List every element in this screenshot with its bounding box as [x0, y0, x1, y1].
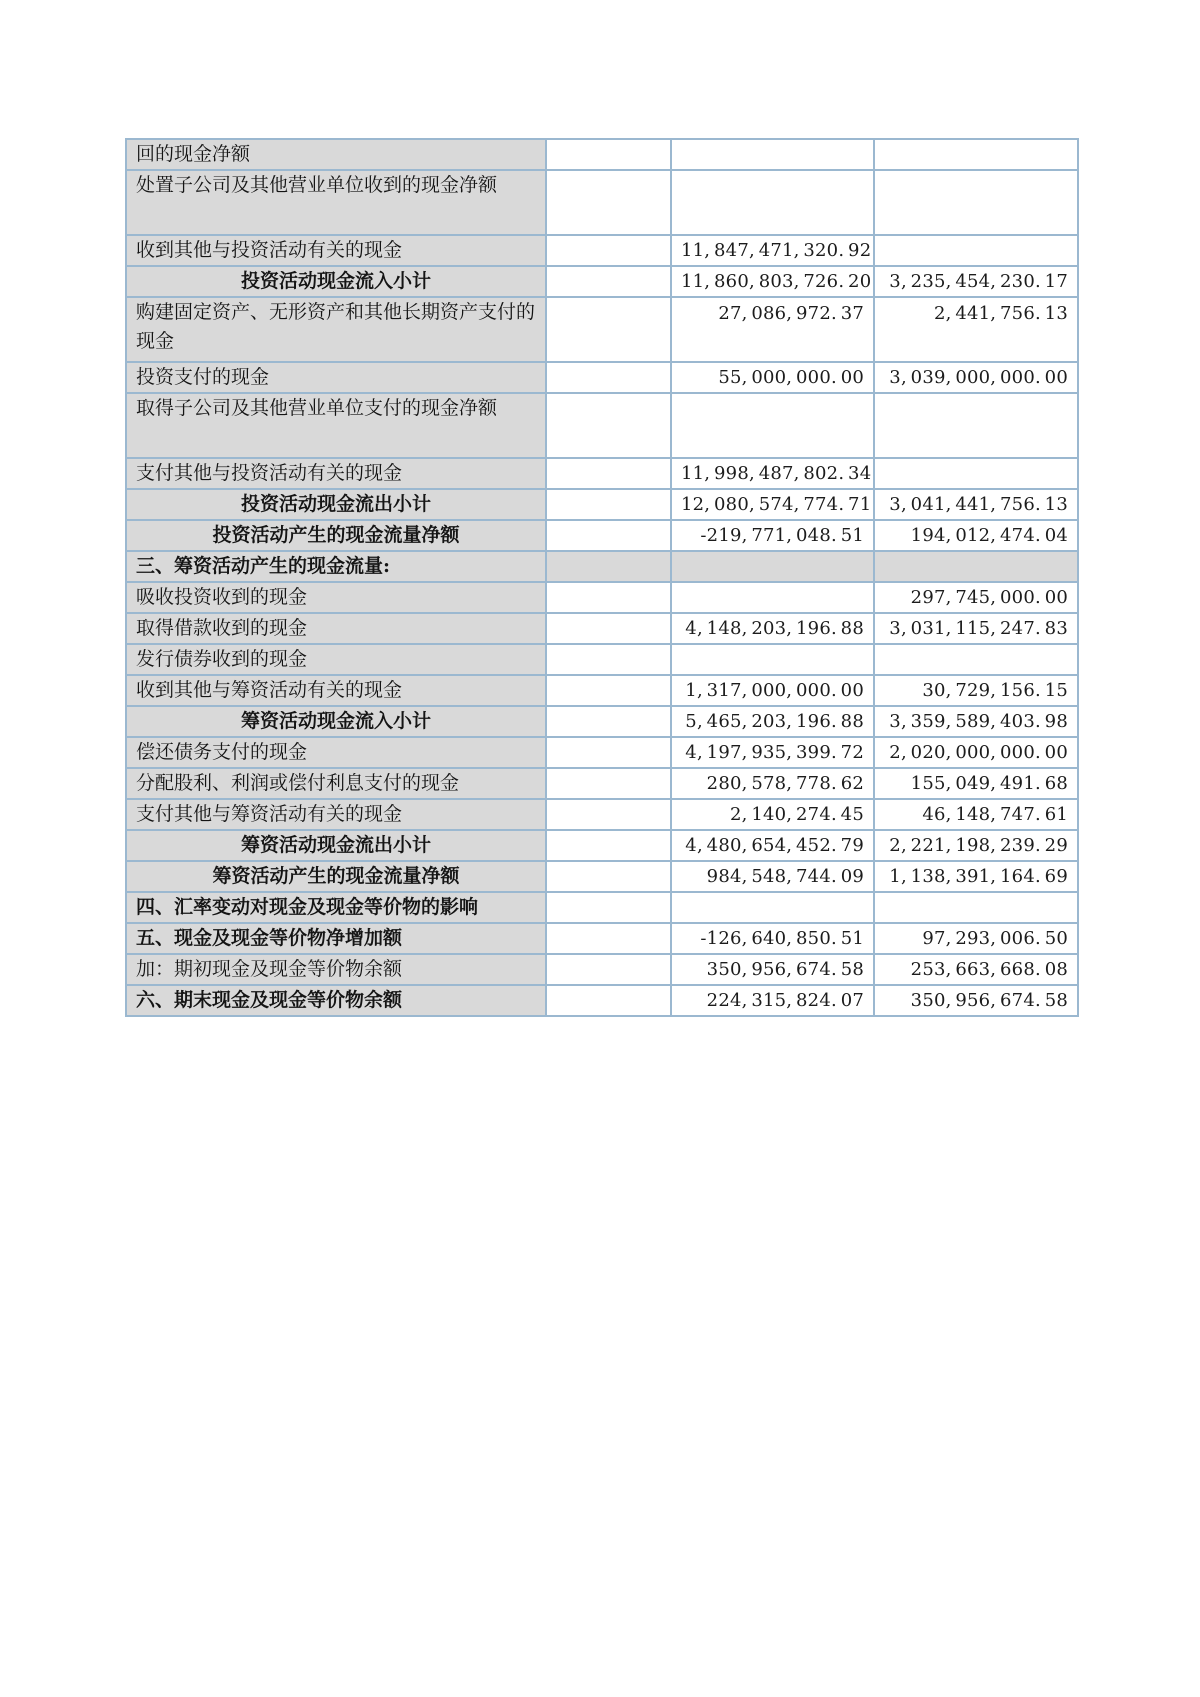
- table-row: [126, 613, 1078, 644]
- table-row: [126, 297, 1078, 362]
- item-cell: 偿还债务支付的现金: [126, 737, 546, 768]
- current-period-cell: 55, 000, 000. 00: [671, 362, 874, 393]
- item-cell: 加：期初现金及现金等价物余额: [126, 954, 546, 985]
- table-row: [126, 235, 1078, 266]
- table-row: [126, 489, 1078, 520]
- prior-period-cell: [874, 235, 1078, 266]
- prior-period-cell: 3, 235, 454, 230. 17: [874, 266, 1078, 297]
- item-cell: 三、筹资活动产生的现金流量:: [126, 551, 546, 582]
- current-period-cell: 11, 847, 471, 320. 92: [671, 235, 874, 266]
- notes-cell: [546, 706, 671, 737]
- current-period-cell: 11, 860, 803, 726. 20: [671, 266, 874, 297]
- table-row: [126, 706, 1078, 737]
- prior-period-cell: 3, 041, 441, 756. 13: [874, 489, 1078, 520]
- notes-cell: [546, 954, 671, 985]
- item-cell: 回的现金净额: [126, 139, 546, 170]
- prior-period-cell: [874, 393, 1078, 458]
- prior-period-cell: 3, 359, 589, 403. 98: [874, 706, 1078, 737]
- table-row: [126, 675, 1078, 706]
- prior-period-cell: 3, 031, 115, 247. 83: [874, 613, 1078, 644]
- current-period-cell: 4, 480, 654, 452. 79: [671, 830, 874, 861]
- notes-cell: [546, 644, 671, 675]
- table-row: [126, 830, 1078, 861]
- current-period-cell: 1, 317, 000, 000. 00: [671, 675, 874, 706]
- table-row: [126, 582, 1078, 613]
- item-cell: 收到其他与投资活动有关的现金: [126, 235, 546, 266]
- notes-cell: [546, 489, 671, 520]
- notes-cell: [546, 582, 671, 613]
- item-cell: 投资活动现金流出小计: [126, 489, 546, 520]
- table-row: [126, 892, 1078, 923]
- notes-cell: [546, 830, 671, 861]
- notes-cell: [546, 266, 671, 297]
- item-cell: 投资支付的现金: [126, 362, 546, 393]
- notes-cell: [546, 362, 671, 393]
- item-cell: 吸收投资收到的现金: [126, 582, 546, 613]
- item-cell: 购建固定资产、无形资产和其他长期资产支付的现金: [126, 297, 546, 362]
- notes-cell: [546, 297, 671, 362]
- table-row: [126, 768, 1078, 799]
- notes-cell: [546, 170, 671, 235]
- item-cell: 筹资活动现金流出小计: [126, 830, 546, 861]
- table-row: [126, 985, 1078, 1016]
- current-period-cell: [671, 582, 874, 613]
- notes-cell: [546, 737, 671, 768]
- notes-cell: [546, 520, 671, 551]
- table-row: [126, 644, 1078, 675]
- prior-period-cell: 155, 049, 491. 68: [874, 768, 1078, 799]
- item-cell: 五、现金及现金等价物净增加额: [126, 923, 546, 954]
- current-period-cell: [671, 644, 874, 675]
- current-period-cell: 4, 148, 203, 196. 88: [671, 613, 874, 644]
- notes-cell: [546, 139, 671, 170]
- current-period-cell: [671, 170, 874, 235]
- item-cell: 四、汇率变动对现金及现金等价物的影响: [126, 892, 546, 923]
- current-period-cell: 27, 086, 972. 37: [671, 297, 874, 362]
- prior-period-cell: [874, 892, 1078, 923]
- prior-period-cell: 30, 729, 156. 15: [874, 675, 1078, 706]
- table-row: [126, 266, 1078, 297]
- current-period-cell: 224, 315, 824. 07: [671, 985, 874, 1016]
- table-row: [126, 737, 1078, 768]
- notes-cell: [546, 892, 671, 923]
- current-period-cell: [671, 139, 874, 170]
- table-row: [126, 458, 1078, 489]
- prior-period-cell: [874, 644, 1078, 675]
- notes-cell: [546, 551, 671, 582]
- notes-cell: [546, 458, 671, 489]
- prior-period-cell: 1, 138, 391, 164. 69: [874, 861, 1078, 892]
- table-row: [126, 954, 1078, 985]
- item-cell: 投资活动产生的现金流量净额: [126, 520, 546, 551]
- item-cell: 支付其他与筹资活动有关的现金: [126, 799, 546, 830]
- item-cell: 筹资活动产生的现金流量净额: [126, 861, 546, 892]
- prior-period-cell: 2, 020, 000, 000. 00: [874, 737, 1078, 768]
- prior-period-cell: 2, 221, 198, 239. 29: [874, 830, 1078, 861]
- table-row: [126, 799, 1078, 830]
- table-row: [126, 520, 1078, 551]
- item-cell: 投资活动现金流入小计: [126, 266, 546, 297]
- item-cell: 取得借款收到的现金: [126, 613, 546, 644]
- notes-cell: [546, 613, 671, 644]
- prior-period-cell: 194, 012, 474. 04: [874, 520, 1078, 551]
- current-period-cell: 12, 080, 574, 774. 71: [671, 489, 874, 520]
- notes-cell: [546, 985, 671, 1016]
- prior-period-cell: [874, 551, 1078, 582]
- prior-period-cell: 97, 293, 006. 50: [874, 923, 1078, 954]
- prior-period-cell: [874, 139, 1078, 170]
- current-period-cell: 984, 548, 744. 09: [671, 861, 874, 892]
- current-period-cell: [671, 551, 874, 582]
- table-row: [126, 551, 1078, 582]
- notes-cell: [546, 675, 671, 706]
- notes-cell: [546, 768, 671, 799]
- table-row: [126, 170, 1078, 235]
- prior-period-cell: 253, 663, 668. 08: [874, 954, 1078, 985]
- table-row: [126, 861, 1078, 892]
- item-cell: 处置子公司及其他营业单位收到的现金净额: [126, 170, 546, 235]
- notes-cell: [546, 923, 671, 954]
- prior-period-cell: [874, 170, 1078, 235]
- item-cell: 发行债券收到的现金: [126, 644, 546, 675]
- cash-flow-table: [125, 138, 1079, 1017]
- table-row: [126, 923, 1078, 954]
- prior-period-cell: 2, 441, 756. 13: [874, 297, 1078, 362]
- item-cell: 取得子公司及其他营业单位支付的现金净额: [126, 393, 546, 458]
- current-period-cell: -219, 771, 048. 51: [671, 520, 874, 551]
- table-row: [126, 139, 1078, 170]
- current-period-cell: 11, 998, 487, 802. 34: [671, 458, 874, 489]
- current-period-cell: 280, 578, 778. 62: [671, 768, 874, 799]
- current-period-cell: 350, 956, 674. 58: [671, 954, 874, 985]
- current-period-cell: [671, 892, 874, 923]
- current-period-cell: [671, 393, 874, 458]
- current-period-cell: 5, 465, 203, 196. 88: [671, 706, 874, 737]
- current-period-cell: 4, 197, 935, 399. 72: [671, 737, 874, 768]
- prior-period-cell: 297, 745, 000. 00: [874, 582, 1078, 613]
- notes-cell: [546, 861, 671, 892]
- table-row: [126, 362, 1078, 393]
- prior-period-cell: 350, 956, 674. 58: [874, 985, 1078, 1016]
- notes-cell: [546, 235, 671, 266]
- item-cell: 收到其他与筹资活动有关的现金: [126, 675, 546, 706]
- prior-period-cell: 3, 039, 000, 000. 00: [874, 362, 1078, 393]
- notes-cell: [546, 393, 671, 458]
- prior-period-cell: 46, 148, 747. 61: [874, 799, 1078, 830]
- table-row: [126, 393, 1078, 458]
- prior-period-cell: [874, 458, 1078, 489]
- item-cell: 筹资活动现金流入小计: [126, 706, 546, 737]
- item-cell: 支付其他与投资活动有关的现金: [126, 458, 546, 489]
- item-cell: 六、期末现金及现金等价物余额: [126, 985, 546, 1016]
- item-cell: 分配股利、利润或偿付利息支付的现金: [126, 768, 546, 799]
- current-period-cell: 2, 140, 274. 45: [671, 799, 874, 830]
- notes-cell: [546, 799, 671, 830]
- current-period-cell: -126, 640, 850. 51: [671, 923, 874, 954]
